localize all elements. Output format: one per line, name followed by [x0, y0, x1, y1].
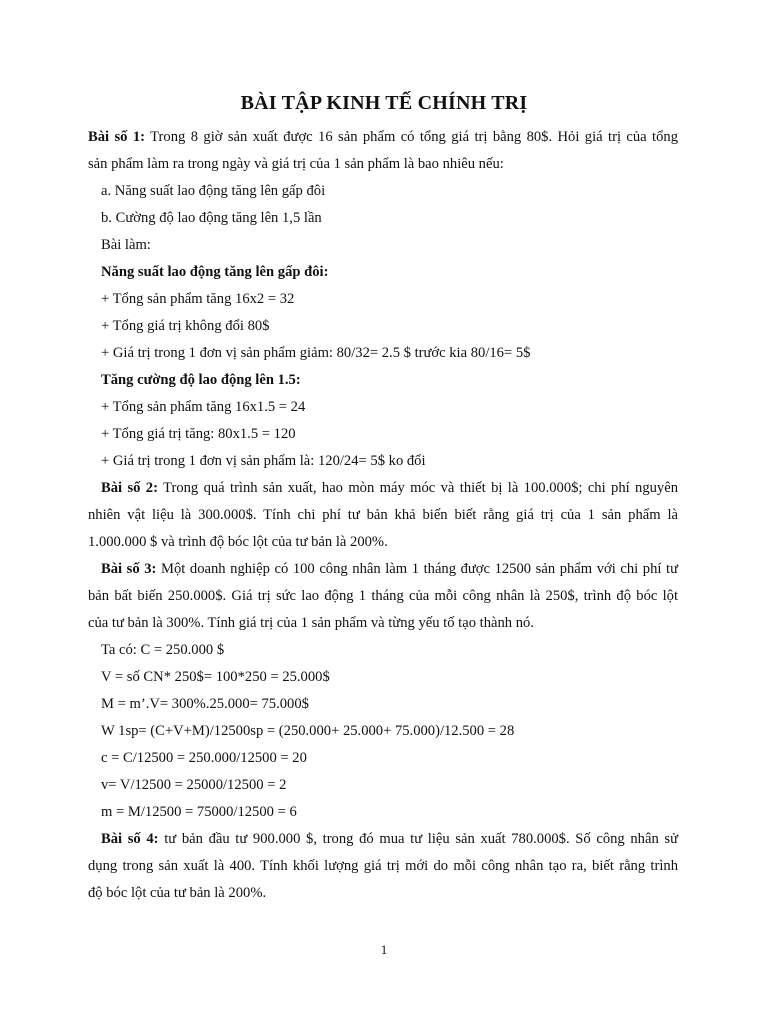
exercise-3-step-4: W 1sp= (C+V+M)/12500sp = (250.000+ 25.000+ 75.000)/12.500 = 28: [101, 723, 515, 739]
solution-heading-2: Tăng cường độ lao động lên 1.5:: [101, 372, 301, 388]
exercise-3-step-2: V = số CN* 250$= 100*250 = 25.000$: [101, 669, 330, 685]
exercise-4-line-2: dụng trong sản xuất là 400. Tính khối lượng giá trị mới do mỗi công nhân tạo ra, biết rằng trình: [88, 858, 678, 874]
exercise-3-line-1: [101, 560, 678, 578]
solution-1-line-1: + Tổng sản phẩm tăng 16x2 = 32: [101, 291, 295, 307]
exercise-4-line-3: độ bóc lột của tư bản là 200%.: [88, 885, 267, 901]
exercise-2-line-1: [101, 479, 678, 497]
exercise-1-line-1: [88, 128, 678, 146]
exercise-3-step-1: Ta có: C = 250.000 $: [101, 642, 225, 658]
exercise-1-label: Bài số 1:: [88, 129, 146, 145]
exercise-1-option-b: b. Cường độ lao động tăng lên 1,5 lần: [101, 210, 322, 226]
solution-2-line-1: + Tổng sản phẩm tăng 16x1.5 = 24: [101, 399, 306, 415]
exercise-3-line-2: bản bất biến 250.000$. Giá trị sức lao động 1 tháng của mỗi công nhân là 250$, trình độ bóc lột: [88, 588, 678, 604]
exercise-2-label: Bài số 2:: [101, 480, 158, 496]
solution-1-line-3: + Giá trị trong 1 đơn vị sản phẩm giảm: 80/32= 2.5 $ trước kia 80/16= 5$: [101, 345, 531, 361]
solution-2-line-3: + Giá trị trong 1 đơn vị sản phẩm là: 120/24= 5$ ko đổi: [101, 453, 426, 469]
exercise-3-step-3: M = m’.V= 300%.25.000= 75.000$: [101, 696, 309, 712]
exercise-2-line-2: nhiên vật liệu là 300.000$. Tính chi phí tư bản khả biến biết rằng giá trị của 1 sản phẩm là: [88, 507, 678, 523]
solution-label: Bài làm:: [101, 237, 151, 253]
exercise-4-text-1: tư bản đầu tư 900.000 $, trong đó mua tư liệu sản xuất 780.000$. Số công nhân sử: [158, 831, 678, 847]
exercise-2-text-1: Trong quá trình sản xuất, hao mòn máy móc và thiết bị là 100.000$; chi phí nguyên: [157, 480, 679, 496]
exercise-1-option-a: a. Năng suất lao động tăng lên gấp đôi: [101, 183, 326, 199]
page-number: 1: [380, 942, 388, 957]
exercise-3-step-5: c = C/12500 = 250.000/12500 = 20: [101, 750, 307, 766]
exercise-4-label: Bài số 4:: [101, 831, 159, 847]
solution-heading-1: Năng suất lao động tăng lên gấp đôi:: [101, 264, 329, 280]
exercise-4-line-1: [101, 830, 678, 848]
exercise-3-step-6: v= V/12500 = 25000/12500 = 2: [101, 777, 287, 793]
document-title: BÀI TẬP KINH TẾ CHÍNH TRỊ: [240, 92, 528, 114]
solution-2-line-2: + Tổng giá trị tăng: 80x1.5 = 120: [101, 426, 296, 442]
exercise-2-line-3: 1.000.000 $ và trình độ bóc lột của tư bản là 200%.: [88, 534, 388, 550]
exercise-1-line-2: sản phẩm làm ra trong ngày và giá trị của 1 sản phẩm là bao nhiêu nếu:: [88, 156, 504, 172]
exercise-3-step-7: m = M/12500 = 75000/12500 = 6: [101, 804, 297, 820]
exercise-3-text-1: Một doanh nghiệp có 100 công nhân làm 1 tháng được 12500 sản phẩm với chi phí tư: [156, 561, 678, 577]
solution-1-line-2: + Tổng giá trị không đổi 80$: [101, 318, 270, 334]
exercise-3-line-3: của tư bản là 300%. Tính giá trị của 1 sản phẩm và từng yếu tố tạo thành nó.: [88, 615, 534, 631]
exercise-3-label: Bài số 3:: [101, 561, 157, 577]
exercise-1-text-1: Trong 8 giờ sản xuất được 16 sản phẩm có tổng giá trị bằng 80$. Hỏi giá trị của tổng: [145, 129, 678, 145]
